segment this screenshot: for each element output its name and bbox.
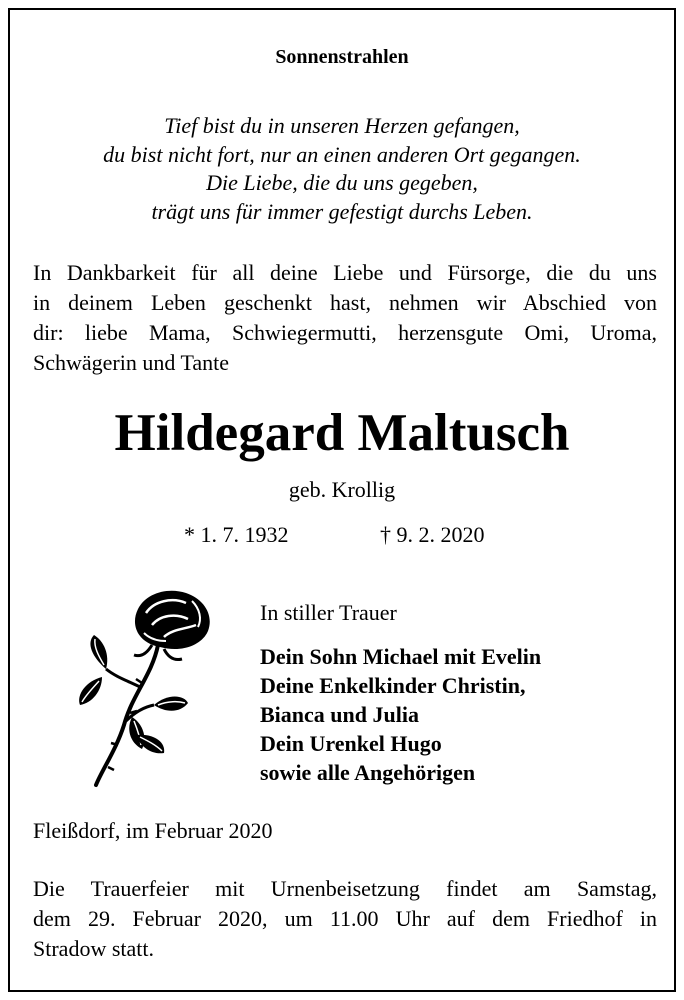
- mourner-line: Deine Enkelkinder Christin,: [260, 673, 526, 698]
- ceremony-paragraph: [33, 874, 657, 964]
- ceremony-line: Die Trauerfeier mit Urnenbeisetzung findet am Samstag,: [33, 876, 657, 901]
- intro-paragraph: [33, 258, 657, 378]
- intro-line: dir: liebe Mama, Schwiegermutti, herzensgute Omi, Uroma,: [33, 320, 657, 345]
- rose-icon: [72, 585, 222, 790]
- mourner-line: Dein Sohn Michael mit Evelin: [260, 644, 542, 669]
- poem-line: trägt uns für immer gefestigt durchs Leben.: [151, 198, 533, 224]
- mourners-list: [260, 642, 541, 787]
- birth-date: * 1. 7. 1932: [184, 522, 289, 547]
- poem: [0, 112, 684, 226]
- maiden-name: geb. Krollig: [288, 477, 396, 502]
- place-and-date: Fleißdorf, im Februar 2020: [33, 818, 273, 843]
- intro-line: in deinem Leben geschenkt hast, nehmen wir Abschied von: [33, 290, 657, 315]
- ceremony-line: dem 29. Februar 2020, um 11.00 Uhr auf dem Friedhof in: [33, 906, 657, 931]
- mourner-line: Dein Urenkel Hugo: [260, 731, 442, 756]
- mourner-line: Bianca und Julia: [260, 702, 419, 727]
- poem-title: Sonnenstrahlen: [275, 46, 409, 68]
- poem-line: Tief bist du in unseren Herzen gefangen,: [164, 113, 520, 138]
- ceremony-line: Stradow statt.: [33, 936, 154, 961]
- mourner-line: sowie alle Angehörigen: [260, 760, 476, 785]
- intro-line: In Dankbarkeit für all deine Liebe und Fürsorge, die du uns: [33, 260, 657, 285]
- mourning-heading: In stiller Trauer: [260, 600, 397, 625]
- poem-line: du bist nicht fort, nur an einen anderen Ort gegangen.: [103, 141, 581, 167]
- poem-line: Die Liebe, die du uns gegeben,: [206, 170, 478, 195]
- intro-line: Schwägerin und Tante: [33, 350, 230, 375]
- deceased-name: Hildegard Maltusch: [114, 404, 570, 462]
- death-date: † 9. 2. 2020: [380, 522, 485, 547]
